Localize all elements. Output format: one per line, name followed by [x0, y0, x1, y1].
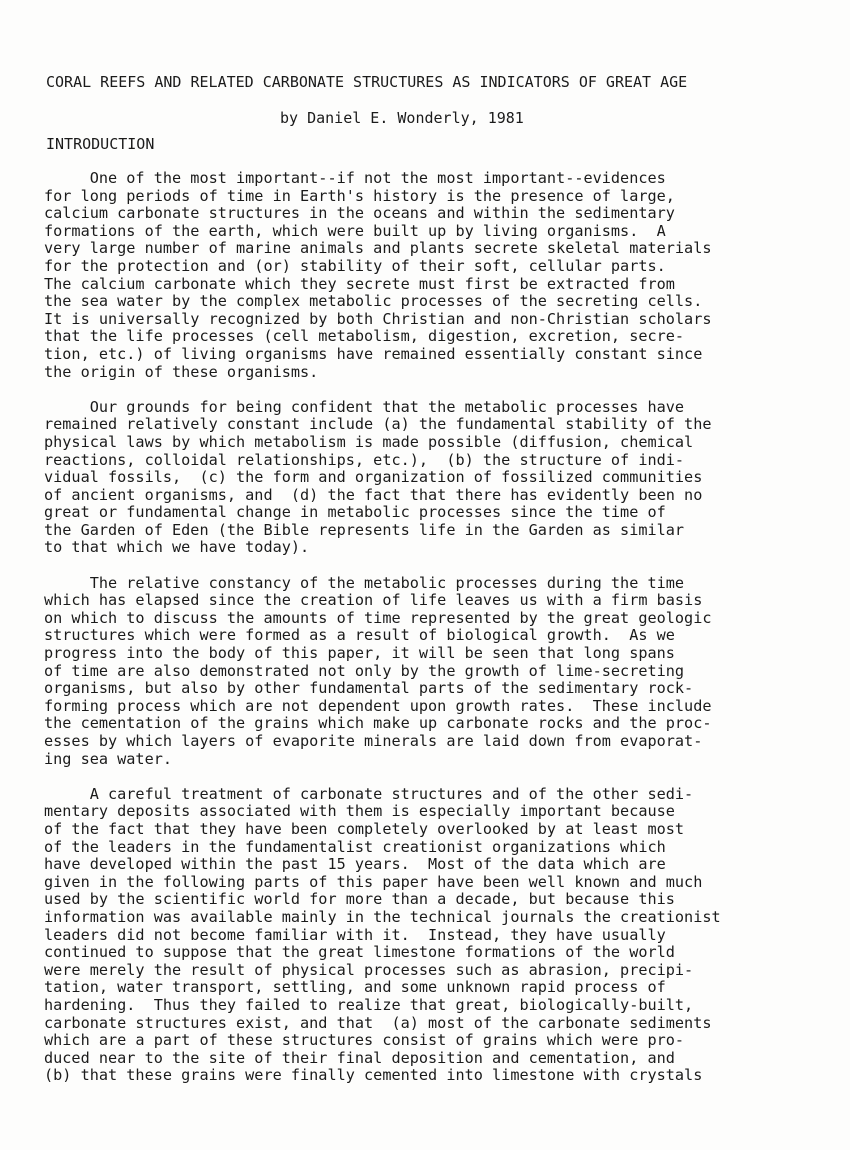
text-line: to that which we have today). [44, 538, 310, 557]
text-line: very large number of marine animals and plants secrete skeletal materials [44, 239, 712, 258]
text-line: of ancient organisms, and (d) the fact that there has evidently been no [44, 485, 703, 504]
text-line: leaders did not become familiar with it. Instead, they have usually [44, 925, 666, 944]
text-line: forming process which are not dependent upon growth rates. These include [44, 696, 712, 715]
text-line: used by the scientific world for more than a decade, but because this [44, 890, 675, 909]
author-byline: by Daniel E. Wonderly, 1981 [280, 109, 524, 127]
text-line: structures which were formed as a result of biological growth. As we [44, 626, 675, 645]
text-line: vidual fossils, (c) the form and organization of fossilized communities [44, 468, 703, 487]
text-line: (b) that these grains were finally cemented into limestone with crystals [44, 1066, 703, 1085]
text-line: duced near to the site of their final deposition and cementation, and [44, 1048, 675, 1067]
text-line: have developed within the past 15 years. Most of the data which are [44, 855, 666, 874]
text-line: mentary deposits associated with them is especially important because [44, 802, 675, 821]
text-line: on which to discuss the amounts of time represented by the great geologic [44, 608, 712, 627]
text-line: carbonate structures exist, and that (a) most of the carbonate sediments [44, 1013, 712, 1032]
text-line: The calcium carbonate which they secrete must first be extracted from [44, 274, 675, 293]
text-line: of the leaders in the fundamentalist creationist organizations which [44, 837, 666, 856]
text-line: given in the following parts of this paper have been well known and much [44, 872, 703, 891]
text-line: the origin of these organisms. [44, 362, 319, 381]
document-title: CORAL REEFS AND RELATED CARBONATE STRUCTURES AS INDICATORS OF GREAT AGE [46, 73, 688, 91]
text-line: Our grounds for being confident that the metabolic processes have [44, 397, 685, 416]
text-line: great or fundamental change in metabolic processes since the time of [44, 503, 666, 522]
text-line: progress into the body of this paper, it will be seen that long spans [44, 644, 675, 663]
paragraph [44, 399, 824, 557]
text-line: physical laws by which metabolism is made possible (diffusion, chemical [44, 432, 694, 451]
paragraph [44, 786, 824, 1085]
section-heading: INTRODUCTION [46, 135, 155, 153]
text-line: continued to suppose that the great limestone formations of the world [44, 943, 675, 962]
text-line: A careful treatment of carbonate structures and of the other sedi- [44, 784, 694, 803]
text-line: that the life processes (cell metabolism, digestion, excretion, secre- [44, 327, 685, 346]
text-line: the Garden of Eden (the Bible represents life in the Garden as similar [44, 520, 685, 539]
text-line: information was available mainly in the technical journals the creationist [44, 907, 721, 926]
text-line: hardening. Thus they failed to realize that great, biologically-built, [44, 995, 694, 1014]
text-line: tion, etc.) of living organisms have remained essentially constant since [44, 344, 703, 363]
text-line: remained relatively constant include (a) the fundamental stability of the [44, 415, 712, 434]
text-line: organisms, but also by other fundamental parts of the sedimentary rock- [44, 679, 694, 698]
paragraph [44, 575, 824, 769]
text-line: the sea water by the complex metabolic processes of the secreting cells. [44, 292, 703, 311]
text-line: which are a part of these structures consist of grains which were pro- [44, 1031, 685, 1050]
paragraph [44, 170, 824, 381]
text-line: It is universally recognized by both Christian and non-Christian scholars [44, 309, 712, 328]
body-text [44, 170, 824, 1102]
text-line: reactions, colloidal relationships, etc.), (b) the structure of indi- [44, 450, 685, 469]
text-line: which has elapsed since the creation of life leaves us with a firm basis [44, 591, 703, 610]
text-line: The relative constancy of the metabolic processes during the time [44, 573, 685, 592]
text-line: for long periods of time in Earth's history is the presence of large, [44, 186, 675, 205]
text-line: ing sea water. [44, 749, 173, 768]
text-line: were merely the result of physical processes such as abrasion, precipi- [44, 960, 694, 979]
text-line: calcium carbonate structures in the oceans and within the sedimentary [44, 204, 675, 223]
text-line: formations of the earth, which were built up by living organisms. A [44, 221, 666, 240]
text-line: for the protection and (or) stability of their soft, cellular parts. [44, 256, 666, 275]
text-line: One of the most important--if not the most important--evidences [44, 169, 666, 187]
text-line: the cementation of the grains which make up carbonate rocks and the proc- [44, 714, 712, 733]
text-line: esses by which layers of evaporite minerals are laid down from evaporat- [44, 732, 703, 750]
text-line: of the fact that they have been completely overlooked by at least most [44, 819, 685, 838]
text-line: tation, water transport, settling, and some unknown rapid process of [44, 978, 666, 997]
text-line: of time are also demonstrated not only by the growth of lime-secreting [44, 661, 685, 680]
